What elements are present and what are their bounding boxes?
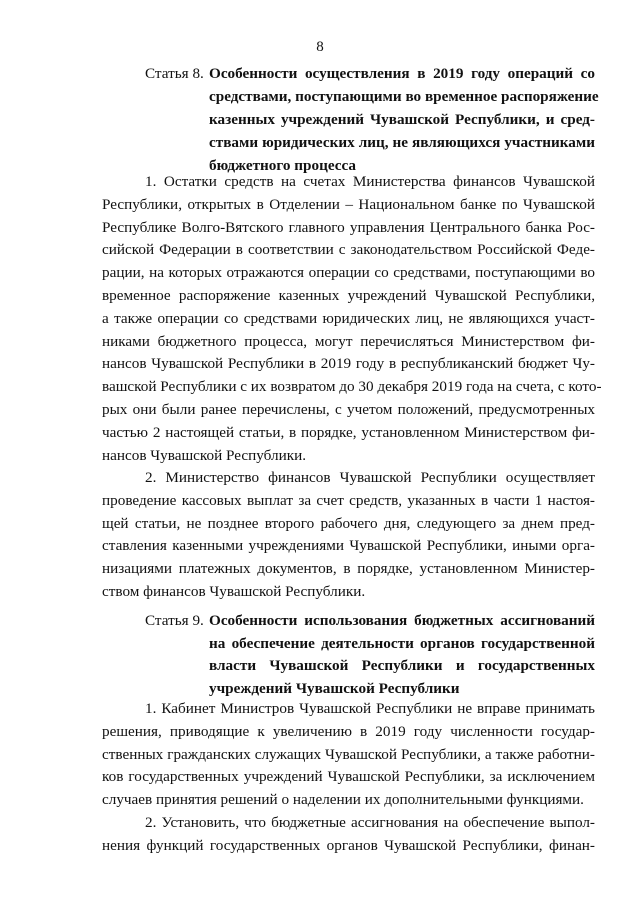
- title-line: учреждений Чувашской Республики: [209, 679, 460, 697]
- text-line: вашской Республики с их возвратом до 30 декабря 2019 года на счета, с кото-: [102, 378, 602, 396]
- article-8-heading: [145, 62, 599, 177]
- text-line: а также операции со средствами юридических лиц, не являющихся участ-: [102, 309, 595, 327]
- text-line: Республике Волго-Вятского главного управления Центрального банка Рос-: [102, 218, 595, 236]
- article-9-paragraph-1: [102, 698, 595, 812]
- text-line: ставления казенными учреждениями Чувашской Республики, иными орга-: [102, 537, 595, 555]
- article-8-paragraph-1: [102, 171, 602, 467]
- article-8-title: [209, 62, 599, 177]
- article-9-title: [209, 610, 595, 700]
- text-line: нансов Чувашской Республики.: [102, 446, 307, 464]
- article-9-paragraph-2: [102, 812, 595, 858]
- article-9-label: Статья 9.: [145, 612, 204, 629]
- title-line: власти Чувашской Республики и государственных: [209, 657, 595, 675]
- title-line: Особенности осуществления в 2019 году операций со: [209, 65, 595, 82]
- text-line: Республики, открытых в Отделении – Национальном банке по Чувашской: [102, 195, 595, 213]
- text-line: частью 2 настоящей статьи, в порядке, установленном Министерством фи-: [102, 423, 595, 441]
- text-line: 2. Установить, что бюджетные ассигнования на обеспечение выпол-: [145, 814, 595, 831]
- text-line: решения, приводящие к увеличению в 2019 году численности государ-: [102, 722, 595, 740]
- text-line: проведение кассовых выплат за счет средств, указанных в части 1 настоя-: [102, 491, 595, 509]
- text-line: ственных гражданских служащих Чувашской Республики, а также работни-: [102, 745, 595, 763]
- text-line: временное распоряжение казенных учреждений Чувашской Республики,: [102, 286, 595, 304]
- text-line: 1. Остатки средств на счетах Министерства финансов Чувашской: [145, 173, 595, 190]
- text-line: щей статьи, не позднее второго рабочего дня, следующего за днем пред-: [102, 514, 595, 532]
- article-8-paragraph-2: [102, 467, 595, 604]
- text-line: 2. Министерство финансов Чувашской Республики осуществляет: [145, 469, 595, 486]
- title-line: Особенности использования бюджетных ассигнований: [209, 612, 595, 629]
- text-line: никами бюджетного процесса, могут перечисляться Министерством фи-: [102, 332, 595, 350]
- text-line: ков государственных учреждений Чувашской Республики, за исключением: [102, 768, 595, 786]
- text-line: нансов Чувашской Республики в 2019 году в республиканский бюджет Чу-: [102, 355, 595, 373]
- text-line: рых они были ранее перечислены, с учетом положений, предусмотренных: [102, 400, 595, 418]
- text-line: низациями платежных документов, в порядке, установленном Министер-: [102, 560, 595, 578]
- text-line: рации, на которых отражаются операции со средствами, поступающими во: [102, 264, 595, 282]
- title-line: ствами юридических лиц, не являющихся участниками: [209, 134, 595, 151]
- page-number: 8: [316, 39, 324, 55]
- text-line: 1. Кабинет Министров Чувашской Республики не вправе принимать: [145, 700, 595, 717]
- title-line: на обеспечение деятельности органов государственной: [209, 634, 595, 652]
- text-line: сийской Федерации в соответствии с законодательством Российской Феде-: [102, 241, 595, 259]
- text-line: ством финансов Чувашской Республики.: [102, 582, 366, 600]
- text-line: нения функций государственных органов Чувашской Республики, финан-: [102, 836, 595, 854]
- text-line: случаев принятия решений о наделении их дополнительными функциями.: [102, 791, 584, 809]
- article-9-heading: [145, 610, 595, 700]
- article-8-label: Статья 8.: [145, 65, 204, 82]
- title-line: средствами, поступающими во временное распоряжение: [209, 88, 599, 105]
- title-line: казенных учреждений Чувашской Республики, и сред-: [209, 111, 595, 128]
- title-line: бюджетного процесса: [209, 157, 357, 174]
